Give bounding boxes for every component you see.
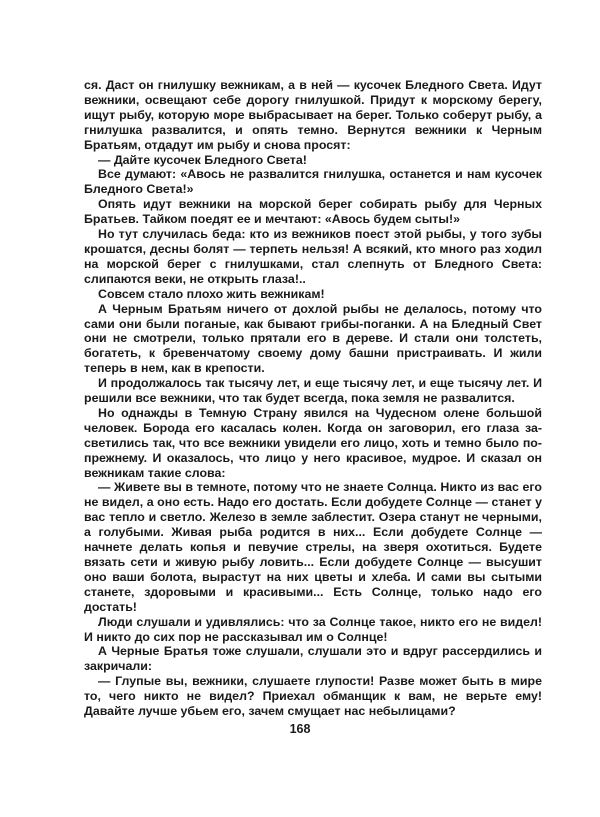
paragraph: — Дайте кусочек Бледного Света! [98,152,307,167]
paragraph: — Глупые вы, вежники, слушаете глупости! Разве может быть в мире то, чего никто не видел? Приехал обманщик к вам, не верьте ему! Давайте лучше убьем его, зачем смущает нас небылицами? [84,674,542,719]
paragraph: Все думают: «Авось не развалится гнилушка, останется и нам кусочек Бледного Света!» [84,167,542,197]
page-number: 168 [289,722,311,736]
paragraph: Но однажды в Темную Страну явился на Чудесном олене большой человек. Борода его касалась колен. Когда он заговорил, его глаза засветились так, что все вежники увидели его лицо, хоть и темно было по-прежнему. И оказалось, что лицо у него красивое, мудрое. И сказал он вежникам такие слова: [84,405,542,480]
paragraph: Но тут случилась беда: кто из вежников поест этой рыбы, у того зубы крошатся, десны болят — терпеть нельзя! А всякий, кто много раз ходил на морской берег с гнилушками, стал слепнуть от Бледного Света: слипаются веки, не открыть глаза!.. [84,227,542,286]
paragraph: А Черные Братья тоже слушали, слушали это и вдруг рассердились и закричали: [84,644,542,674]
paragraph: — Живете вы в темноте, потому что не знаете Солнца. Никто из вас его не видел, а оно есть. Надо его достать. Если добудете Солнце — станет у вас тепло и светло. Железо в земле заблестит. Озера станут не черными, а голубыми. Живая рыба родится в них... Если добудете Солнце — начнете делать копья и певучие стрелы, на зверя охотиться. Будете вязать сети и живую рыбу ловить... Если добудете Солнце — высушит оно ваши болота, вырастут на них цветы и хлеба. И сами вы сытыми станете, здоровыми и красивыми... Есть Солнце, только надо его достать! [84,480,542,614]
paragraph: ся. Даст он гнилушку вежникам, а в ней — кусочек Бледного Света. Идут вежники, освещают себе дорогу гнилушкой. Придут к морскому берегу, ищут рыбу, которую море выбрасывает на берег. Только соберут рыбу, а гнилушка развалится, и опять темно. Вернутся вежники к Черным Братьям, отдадут им рыбу и снова просят: [84,78,542,152]
paragraph: И продолжалось так тысячу лет, и еще тысячу лет, и еще тысячу лет. И решили все вежники, что так будет всегда, пока земля не развалится. [84,376,542,406]
paragraph: А Черным Братьям ничего от дохлой рыбы не делалось, потому что сами они были поганые, как бывают грибы-поганки. А на Бледный Свет они не смотрели, только прятали его в дереве. И стали они толстеть, богатеть, к бревенчатому своему дому башни пристраивать. И жили теперь в нем, как в крепости. [84,301,542,376]
book-page-text [84,78,542,719]
paragraph: Совсем стало плохо жить вежникам! [98,286,325,301]
paragraph: Люди слушали и удивлялись: что за Солнце такое, никто его не видел! И никто до сих пор не рассказывал им о Солнце! [84,614,542,644]
paragraph: Опять идут вежники на морской берег собирать рыбу для Черных Братьев. Тайком поедят ее и мечтают: «Авось будем сыты!» [84,197,542,227]
